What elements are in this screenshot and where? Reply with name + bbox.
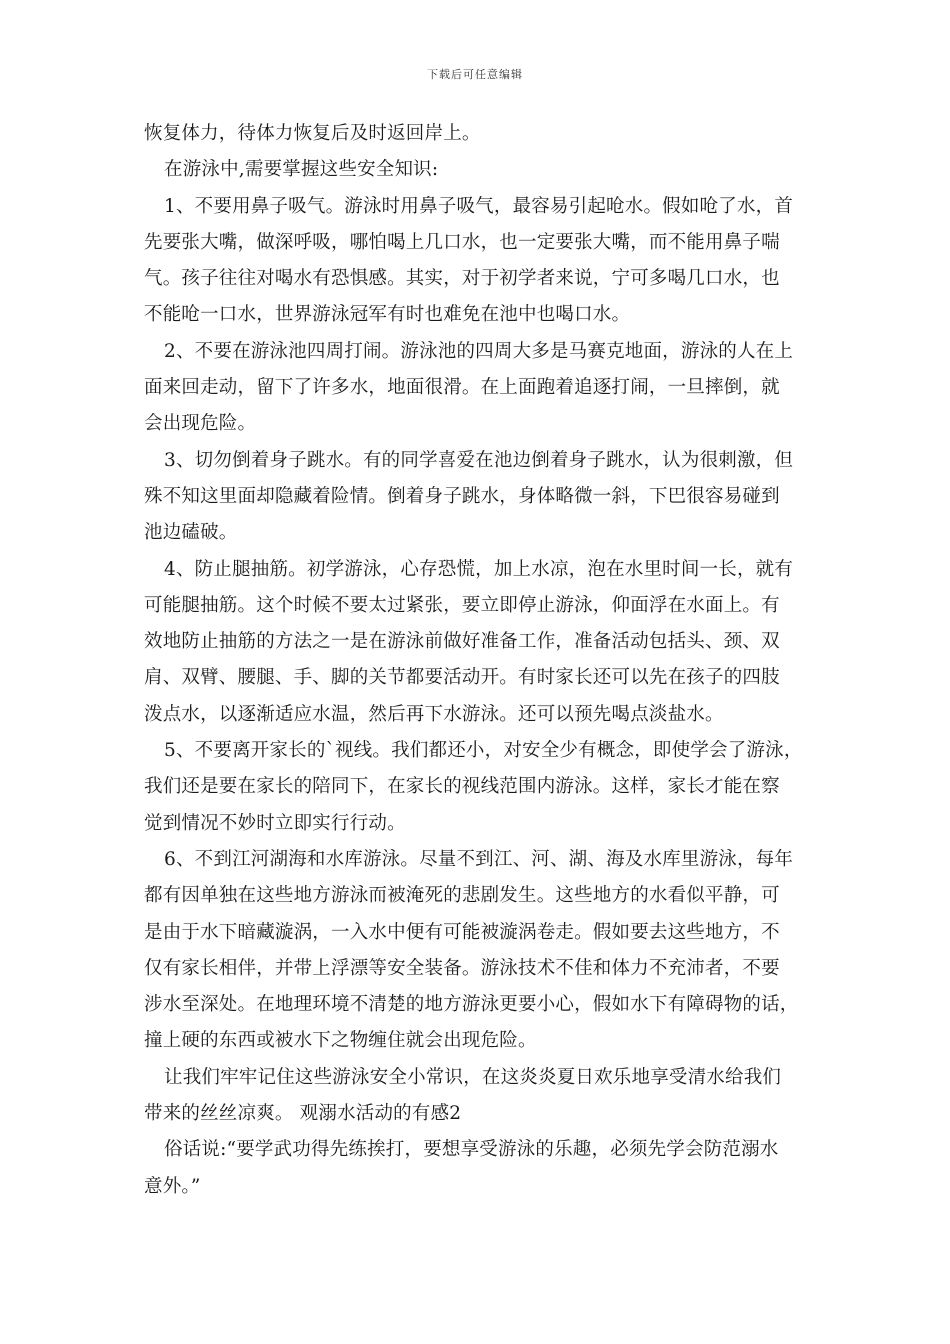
text-line: 先要张大嘴，做深呼吸，哪怕喝上几口水，也一定要张大嘴，而不能用鼻子喘 <box>144 231 780 253</box>
text-line: 6、不到江河湖海和水库游泳。尽量不到江、河、湖、海及水库里游泳，每年 <box>164 848 794 870</box>
article-body <box>144 116 816 1205</box>
text-line: 2、不要在游泳池四周打闹。游泳池的四周大多是马赛克地面，游泳的人在上 <box>164 340 794 362</box>
text-line: 不能呛一口水，世界游泳冠军有时也难免在池中也喝口水。 <box>144 304 631 326</box>
text-line: 意外。” <box>144 1175 201 1197</box>
text-line: 池边磕破。 <box>144 522 238 544</box>
text-line: 恢复体力，待体力恢复后及时返回岸上。 <box>144 123 481 144</box>
text-line: 觉到情况不妙时立即实行行动。 <box>144 812 406 834</box>
text-line: 会出现危险。 <box>144 413 257 435</box>
text-line: 撞上硬的东西或被水下之物缠住就会出现危险。 <box>144 1030 537 1052</box>
text-line: 3、切勿倒着身子跳水。有的同学喜爱在池边倒着身子跳水，认为很刺激，但 <box>164 449 794 471</box>
text-line: 泼点水，以逐渐适应水温，然后再下水游泳。还可以预先喝点淡盐水。 <box>144 703 724 725</box>
text-line: 涉水至深处。在地理环境不清楚的地方游泳更要小心，假如水下有障碍物的话， <box>144 994 799 1016</box>
page-header: 下载后可任意编辑 <box>427 68 523 81</box>
text-line: 我们还是要在家长的陪同下，在家长的视线范围内游泳。这样，家长才能在察 <box>144 776 780 798</box>
text-line: 在游泳中,需要掌握这些安全知识: <box>164 159 439 181</box>
text-line: 仅有家长相伴，并带上浮漂等安全装备。游泳技术不佳和体力不充沛者，不要 <box>144 957 780 979</box>
text-line: 1、不要用鼻子吸气。游泳时用鼻子吸气，最容易引起呛水。假如呛了水，首 <box>164 195 794 217</box>
text-line: 都有因单独在这些地方游泳而被淹死的悲剧发生。这些地方的水看似平静，可 <box>144 885 780 907</box>
text-line: 殊不知这里面却隐藏着险情。倒着身子跳水，身体略微一斜，下巴很容易碰到 <box>144 485 780 507</box>
text-line: 是由于水下暗藏漩涡，一入水中便有可能被漩涡卷走。假如要去这些地方，不 <box>144 921 780 943</box>
text-line: 面来回走动，留下了许多水，地面很滑。在上面跑着追逐打闹，一旦摔倒，就 <box>144 377 780 399</box>
text-line: 让我们牢牢记住这些游泳安全小常识，在这炎炎夏日欢乐地享受清水给我们 <box>164 1066 782 1088</box>
text-line: 气。孩子往往对喝水有恐惧感。其实，对于初学者来说，宁可多喝几口水，也 <box>144 268 780 290</box>
text-line: 肩、双臂、腰腿、手、脚的关节都要活动开。有时家长还可以先在孩子的四肢 <box>144 667 780 689</box>
text-line: 5、不要离开家长的`视线。我们都还小，对安全少有概念，即使学会了游泳， <box>164 740 803 762</box>
text-line: 可能腿抽筋。这个时候不要太过紧张，要立即停止游泳，仰面浮在水面上。有 <box>144 594 780 616</box>
text-line: 4、防止腿抽筋。初学游泳，心存恐慌，加上水凉，泡在水里时间一长，就有 <box>164 558 794 580</box>
text-line: 效地防止抽筋的方法之一是在游泳前做好准备工作，准备活动包括头、颈、双 <box>144 631 780 653</box>
text-line: 带来的丝丝凉爽。 观溺水活动的有感2 <box>144 1103 462 1125</box>
text-line: 俗话说:“要学武功得先练挨打，要想享受游泳的乐趣，必须先学会防范溺水 <box>164 1139 779 1161</box>
